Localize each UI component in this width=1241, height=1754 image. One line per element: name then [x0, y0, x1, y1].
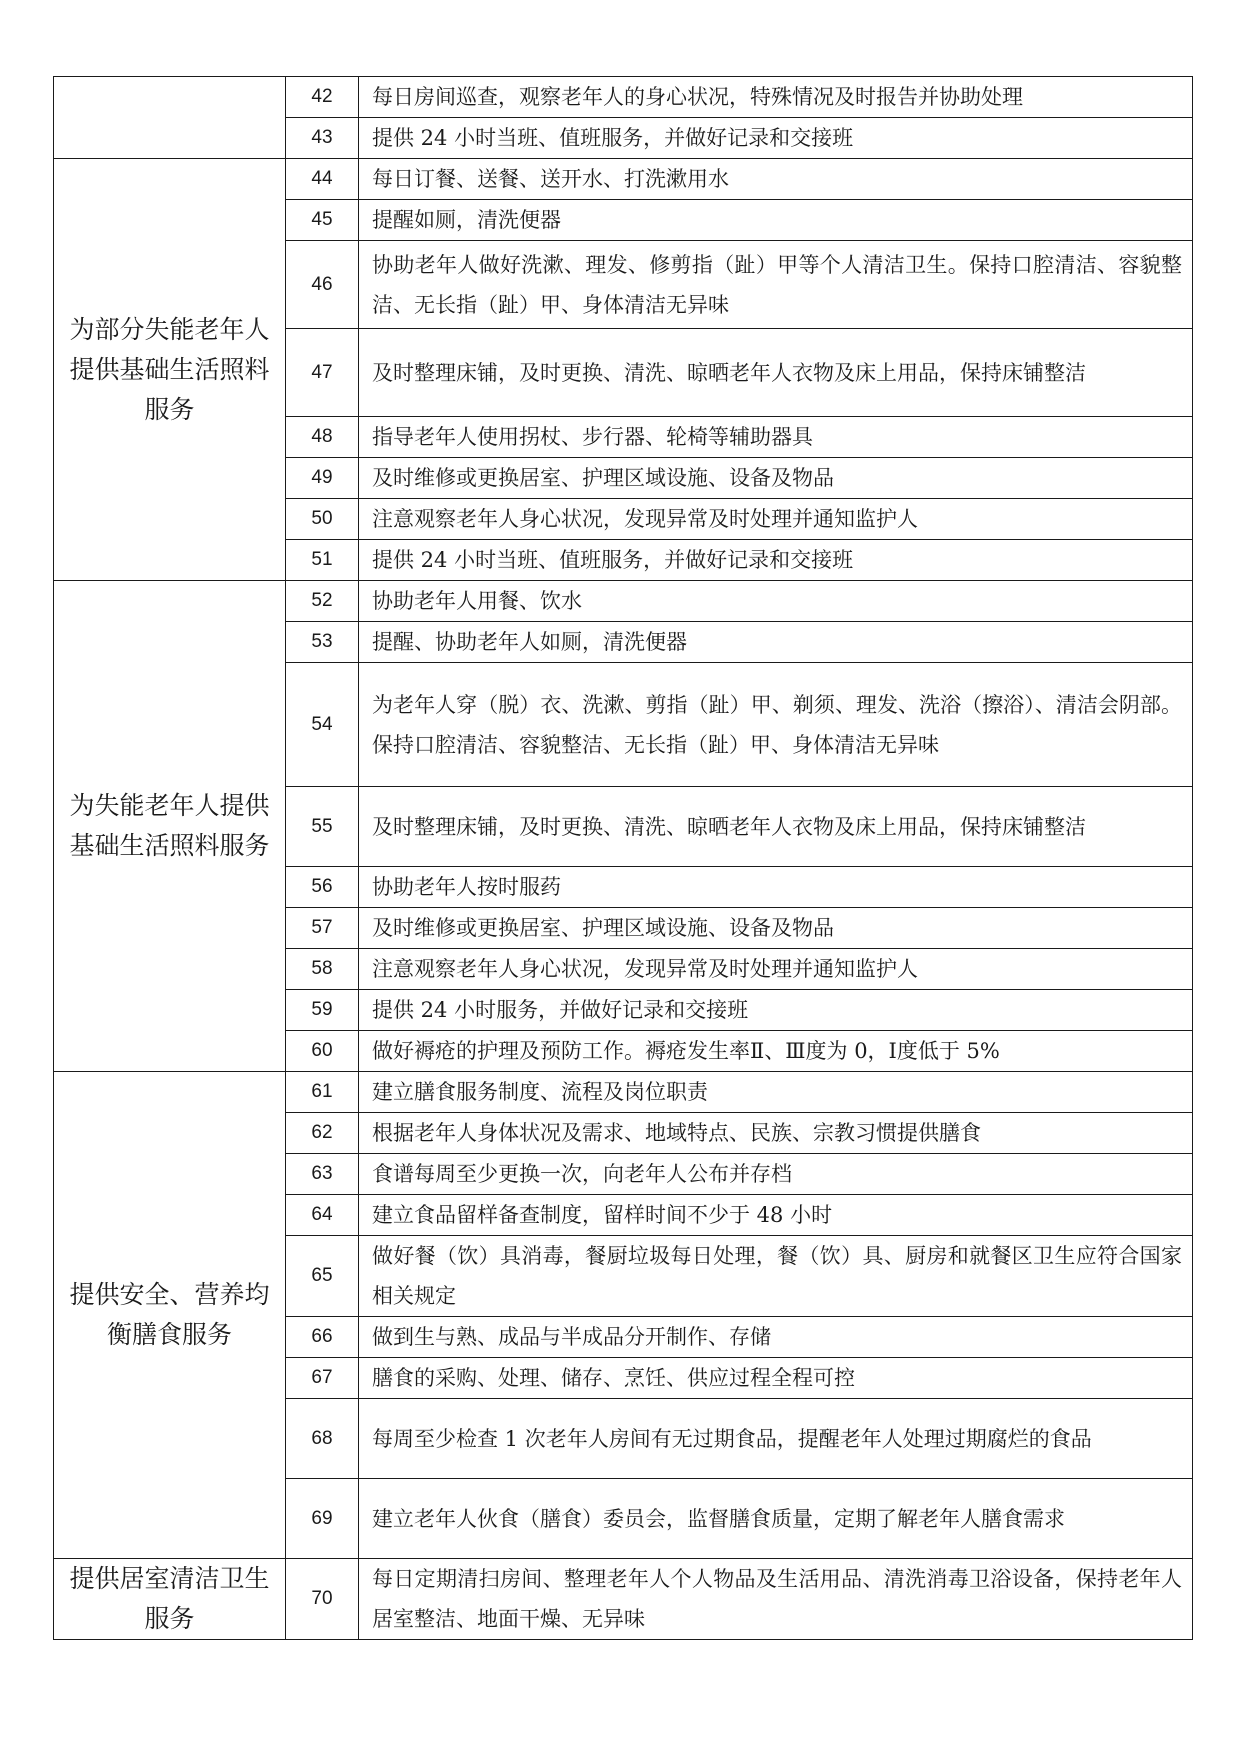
item-number: 42 — [286, 77, 359, 118]
item-number: 57 — [286, 908, 359, 949]
item-number: 45 — [286, 200, 359, 241]
table-row — [54, 1559, 1193, 1640]
item-number: 49 — [286, 458, 359, 499]
category-cell: 为部分失能老年人提供基础生活照料服务 — [54, 159, 286, 581]
table-row — [54, 581, 1193, 622]
item-number: 53 — [286, 622, 359, 663]
item-text: 提供 24 小时当班、值班服务，并做好记录和交接班 — [359, 540, 1193, 581]
item-text: 提供 24 小时服务，并做好记录和交接班 — [359, 990, 1193, 1031]
item-text: 每日订餐、送餐、送开水、打洗漱用水 — [359, 159, 1193, 200]
item-number: 61 — [286, 1072, 359, 1113]
service-standards-table — [53, 76, 1193, 1640]
item-text: 提醒、协助老年人如厕，清洗便器 — [359, 622, 1193, 663]
item-text: 协助老年人用餐、饮水 — [359, 581, 1193, 622]
item-number: 43 — [286, 118, 359, 159]
item-number: 56 — [286, 867, 359, 908]
item-text: 建立食品留样备查制度，留样时间不少于 48 小时 — [359, 1195, 1193, 1236]
item-number: 64 — [286, 1195, 359, 1236]
item-text: 每周至少检查 1 次老年人房间有无过期食品，提醒老年人处理过期腐烂的食品 — [359, 1399, 1193, 1479]
item-number: 48 — [286, 417, 359, 458]
category-cell: 提供安全、营养均衡膳食服务 — [54, 1072, 286, 1559]
item-number: 46 — [286, 241, 359, 329]
item-text: 提醒如厕，清洗便器 — [359, 200, 1193, 241]
item-text: 每日房间巡查，观察老年人的身心状况，特殊情况及时报告并协助处理 — [359, 77, 1193, 118]
item-text: 及时维修或更换居室、护理区域设施、设备及物品 — [359, 908, 1193, 949]
table-row — [54, 159, 1193, 200]
item-text: 指导老年人使用拐杖、步行器、轮椅等辅助器具 — [359, 417, 1193, 458]
item-number: 63 — [286, 1154, 359, 1195]
item-text: 及时维修或更换居室、护理区域设施、设备及物品 — [359, 458, 1193, 499]
item-text: 做好餐（饮）具消毒，餐厨垃圾每日处理，餐（饮）具、厨房和就餐区卫生应符合国家相关规定 — [359, 1236, 1193, 1317]
item-number: 54 — [286, 663, 359, 787]
item-number: 68 — [286, 1399, 359, 1479]
item-text: 建立老年人伙食（膳食）委员会，监督膳食质量，定期了解老年人膳食需求 — [359, 1479, 1193, 1559]
table-row — [54, 77, 1193, 118]
item-number: 47 — [286, 329, 359, 417]
item-text: 注意观察老年人身心状况，发现异常及时处理并通知监护人 — [359, 949, 1193, 990]
table-row — [54, 1072, 1193, 1113]
item-text: 协助老年人做好洗漱、理发、修剪指（趾）甲等个人清洁卫生。保持口腔清洁、容貌整洁、无长指（趾）甲、身体清洁无异味 — [359, 241, 1193, 329]
item-text: 每日定期清扫房间、整理老年人个人物品及生活用品、清洗消毒卫浴设备，保持老年人居室整洁、地面干燥、无异味 — [359, 1559, 1193, 1640]
item-text: 协助老年人按时服药 — [359, 867, 1193, 908]
item-number: 51 — [286, 540, 359, 581]
item-text: 食谱每周至少更换一次，向老年人公布并存档 — [359, 1154, 1193, 1195]
item-text: 建立膳食服务制度、流程及岗位职责 — [359, 1072, 1193, 1113]
item-text: 膳食的采购、处理、储存、烹饪、供应过程全程可控 — [359, 1358, 1193, 1399]
item-text: 做好褥疮的护理及预防工作。褥疮发生率Ⅱ、Ⅲ度为 0，Ⅰ度低于 5% — [359, 1031, 1193, 1072]
item-number: 67 — [286, 1358, 359, 1399]
item-number: 59 — [286, 990, 359, 1031]
item-number: 69 — [286, 1479, 359, 1559]
item-text: 注意观察老年人身心状况，发现异常及时处理并通知监护人 — [359, 499, 1193, 540]
item-number: 55 — [286, 787, 359, 867]
item-number: 58 — [286, 949, 359, 990]
item-text: 及时整理床铺，及时更换、清洗、晾晒老年人衣物及床上用品，保持床铺整洁 — [359, 787, 1193, 867]
item-number: 66 — [286, 1317, 359, 1358]
item-number: 65 — [286, 1236, 359, 1317]
category-cell — [54, 77, 286, 159]
item-text: 提供 24 小时当班、值班服务，并做好记录和交接班 — [359, 118, 1193, 159]
item-text: 及时整理床铺，及时更换、清洗、晾晒老年人衣物及床上用品，保持床铺整洁 — [359, 329, 1193, 417]
item-text: 做到生与熟、成品与半成品分开制作、存储 — [359, 1317, 1193, 1358]
item-number: 60 — [286, 1031, 359, 1072]
item-number: 70 — [286, 1559, 359, 1640]
item-number: 44 — [286, 159, 359, 200]
category-cell: 为失能老年人提供基础生活照料服务 — [54, 581, 286, 1072]
item-number: 62 — [286, 1113, 359, 1154]
item-text: 为老年人穿（脱）衣、洗漱、剪指（趾）甲、剃须、理发、洗浴（擦浴）、清洁会阴部。保持口腔清洁、容貌整洁、无长指（趾）甲、身体清洁无异味 — [359, 663, 1193, 787]
item-text: 根据老年人身体状况及需求、地域特点、民族、宗教习惯提供膳食 — [359, 1113, 1193, 1154]
category-cell: 提供居室清洁卫生服务 — [54, 1559, 286, 1640]
item-number: 50 — [286, 499, 359, 540]
item-number: 52 — [286, 581, 359, 622]
